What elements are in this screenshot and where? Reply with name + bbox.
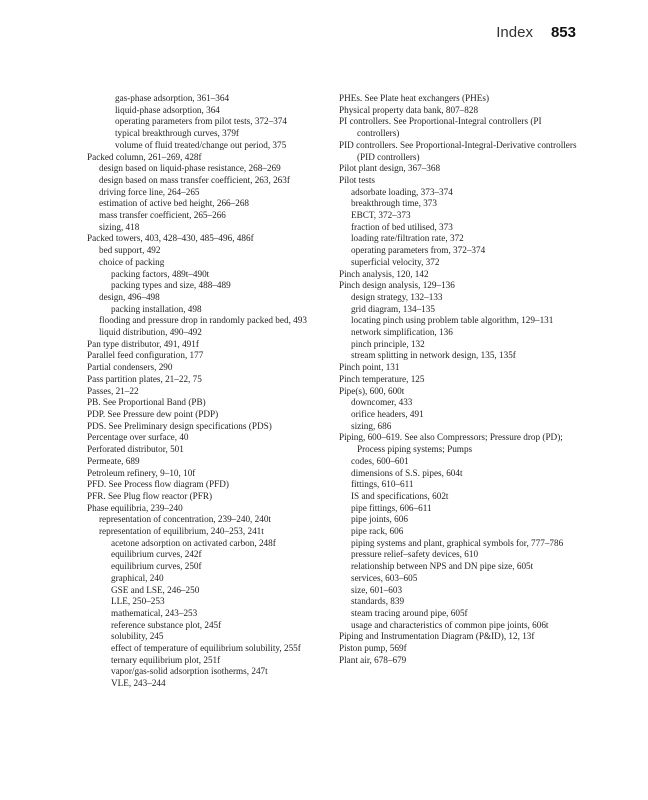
index-entry: bed support, 492 <box>99 245 161 256</box>
running-header <box>496 24 576 41</box>
index-entry: relationship between NPS and DN pipe size, 605t <box>351 561 534 572</box>
index-entry: Physical property data bank, 807–828 <box>339 104 479 115</box>
index-entry: PFD. See Process flow diagram (PFD) <box>87 479 229 490</box>
index-entry: IS and specifications, 602t <box>351 490 449 501</box>
section-title: Index <box>496 24 533 41</box>
index-entry: Phase equilibria, 239–240 <box>87 502 183 513</box>
index-entry: liquid-phase adsorption, 364 <box>115 104 220 115</box>
index-entry: Percentage over surface, 40 <box>87 432 189 443</box>
index-entry: steam tracing around pipe, 605f <box>351 607 468 618</box>
index-entry: EBCT, 372–373 <box>351 210 411 221</box>
index-entry: stream splitting in network design, 135, 135f <box>351 350 516 361</box>
index-entry: network simplification, 136 <box>351 327 453 338</box>
index-entry: Pilot tests <box>339 174 375 185</box>
index-entry: fraction of bed utilised, 373 <box>351 221 453 232</box>
index-entry: PB. See Proportional Band (PB) <box>87 397 206 408</box>
index-entry: operating parameters from, 372–374 <box>351 245 486 256</box>
index-entry: reference substance plot, 245f <box>111 619 222 630</box>
index-column-right <box>339 93 584 666</box>
index-entry: piping systems and plant, graphical symbols for, 777–786 <box>351 537 564 548</box>
index-entry: choice of packing <box>99 256 165 267</box>
index-entry: PDP. See Pressure dew point (PDP) <box>87 408 219 419</box>
index-entry: design, 496–498 <box>99 291 160 302</box>
index-entry: PI controllers. See Proportional-Integral controllers (PI controllers) <box>339 116 542 139</box>
index-entry: equilibrium curves, 250f <box>111 561 202 572</box>
index-entry: packing factors, 489t–490t <box>111 268 210 279</box>
index-entry: VLE, 243–244 <box>111 678 166 689</box>
index-entry: estimation of active bed height, 266–268 <box>99 198 250 209</box>
index-entry: orifice headers, 491 <box>351 408 424 419</box>
index-entry: PFR. See Plug flow reactor (PFR) <box>87 490 213 501</box>
index-entry: acetone adsorption on activated carbon, 248f <box>111 537 276 548</box>
index-entry: effect of temperature of equilibrium solubility, 255f <box>111 643 301 654</box>
index-entry: size, 601–603 <box>351 584 403 595</box>
index-entry: representation of equilibrium, 240–253, 241t <box>99 526 264 537</box>
index-entry: adsorbate loading, 373–374 <box>351 186 453 197</box>
index-entry: loading rate/filtration rate, 372 <box>351 233 464 244</box>
index-entry: pressure relief–safety devices, 610 <box>351 549 479 560</box>
index-entry: pipe rack, 606 <box>351 526 404 537</box>
index-entry: typical breakthrough curves, 379f <box>115 128 239 139</box>
index-entry: services, 603–605 <box>351 572 418 583</box>
index-entry: flooding and pressure drop in randomly packed bed, 493 <box>99 315 307 326</box>
index-entry: equilibrium curves, 242f <box>111 549 202 560</box>
index-entry: driving force line, 264–265 <box>99 186 200 197</box>
index-entry: solubility, 245 <box>111 631 164 642</box>
index-entry: operating parameters from pilot tests, 372–374 <box>115 116 287 127</box>
index-entry: design based on liquid-phase resistance, 268–269 <box>99 163 281 174</box>
index-entry: sizing, 418 <box>99 221 140 232</box>
index-entry: graphical, 240 <box>111 572 164 583</box>
index-entry: Pan type distributor, 491, 491f <box>87 338 199 349</box>
index-entry: standards, 839 <box>351 596 405 607</box>
index-entry: volume of fluid treated/change out period, 375 <box>115 139 287 150</box>
index-entry: ternary equilibrium plot, 251f <box>111 654 221 665</box>
index-entry: breakthrough time, 373 <box>351 198 437 209</box>
index-column-left <box>87 93 332 690</box>
index-entry: Pass partition plates, 21–22, 75 <box>87 373 202 384</box>
index-entry: vapor/gas-solid adsorption isotherms, 247t <box>111 666 268 677</box>
index-entry: Partial condensers, 290 <box>87 362 173 373</box>
index-entry: Packed towers, 403, 428–430, 485–496, 486f <box>87 233 254 244</box>
index-entry: Pinch temperature, 125 <box>339 373 425 384</box>
index-entry: liquid distribution, 490–492 <box>99 327 202 338</box>
index-entry: Pinch analysis, 120, 142 <box>339 268 429 279</box>
index-entry: downcomer, 433 <box>351 397 413 408</box>
index-entry: Pinch design analysis, 129–136 <box>339 280 455 291</box>
index-entry: locating pinch using problem table algorithm, 129–131 <box>351 315 554 326</box>
index-entry: design based on mass transfer coefficient, 263, 263f <box>99 174 290 185</box>
index-entry: mathematical, 243–253 <box>111 607 198 618</box>
index-entry: Perforated distributor, 501 <box>87 444 184 455</box>
index-entry: Parallel feed configuration, 177 <box>87 350 204 361</box>
index-entry: Pilot plant design, 367–368 <box>339 163 441 174</box>
index-entry: packing installation, 498 <box>111 303 202 314</box>
index-entry: GSE and LSE, 246–250 <box>111 584 200 595</box>
index-entry: Pinch point, 131 <box>339 362 400 373</box>
index-entry: codes, 600–601 <box>351 455 409 466</box>
index-entry: Passes, 21–22 <box>87 385 139 396</box>
index-entry: usage and characteristics of common pipe joints, 606t <box>351 619 549 630</box>
index-entry: LLE, 250–253 <box>111 596 165 607</box>
index-entry: grid diagram, 134–135 <box>351 303 435 314</box>
index-entry: mass transfer coefficient, 265–266 <box>99 210 226 221</box>
index-entry: dimensions of S.S. pipes, 604t <box>351 467 463 478</box>
index-entry: PDS. See Preliminary design specifications (PDS) <box>87 420 272 431</box>
index-entry: Piping, 600–619. See also Compressors; Pressure drop (PD); Process piping systems; Pumps <box>339 432 563 455</box>
index-entry: pinch principle, 132 <box>351 338 425 349</box>
page-number: 853 <box>550 24 576 41</box>
index-entry: Piping and Instrumentation Diagram (P&ID), 12, 13f <box>339 631 535 642</box>
index-entry: Pipe(s), 600, 600t <box>339 385 405 396</box>
index-entry: gas-phase adsorption, 361–364 <box>115 93 230 103</box>
index-entry: Permeate, 689 <box>87 455 140 466</box>
index-entry: fittings, 610–611 <box>351 479 414 490</box>
index-entry: Packed column, 261–269, 428f <box>87 151 202 162</box>
index-entry: PHEs. See Plate heat exchangers (PHEs) <box>339 93 490 103</box>
index-entry: superficial velocity, 372 <box>351 256 440 267</box>
index-entry: PID controllers. See Proportional-Integral-Derivative controllers (PID controllers) <box>339 139 577 162</box>
index-entry: pipe joints, 606 <box>351 514 408 525</box>
index-entry: pipe fittings, 606–611 <box>351 502 432 513</box>
index-entry: representation of concentration, 239–240, 240t <box>99 514 271 525</box>
index-entry: design strategy, 132–133 <box>351 291 443 302</box>
index-entry: Piston pump, 569f <box>339 643 407 654</box>
index-entry: packing types and size, 488–489 <box>111 280 231 291</box>
index-entry: Petroleum refinery, 9–10, 10f <box>87 467 196 478</box>
index-entry: Plant air, 678–679 <box>339 654 407 665</box>
index-entry: sizing, 686 <box>351 420 392 431</box>
